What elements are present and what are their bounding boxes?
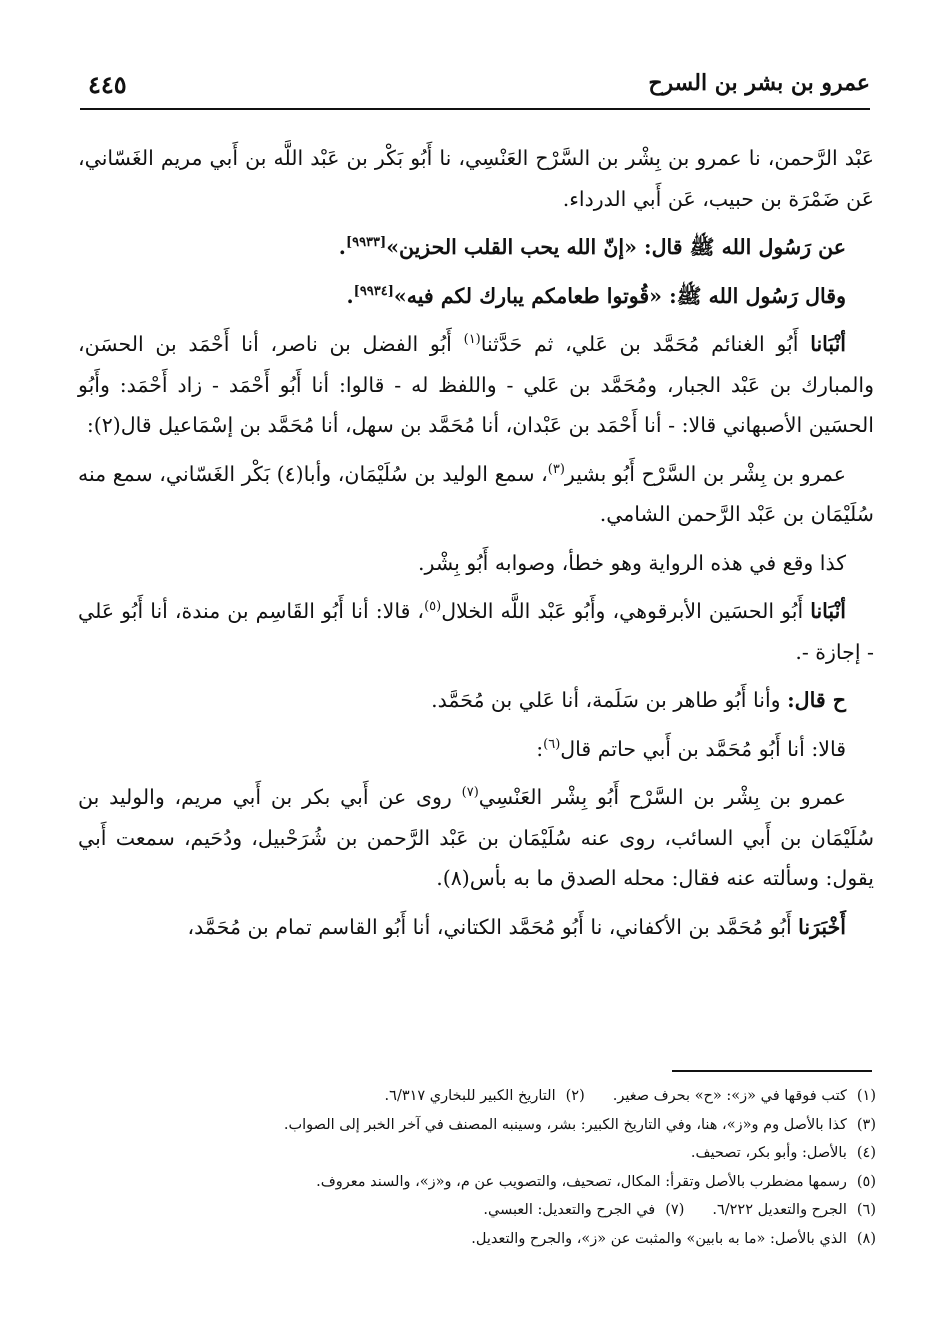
page-number: ٤٤٥ (88, 70, 127, 99)
paragraph (78, 729, 874, 770)
footnote-number: (١) (856, 1088, 876, 1104)
paragraph-lead: أَخْبَرَنا (798, 914, 846, 939)
footnotes (110, 1082, 876, 1253)
footnote-text: الجرح والتعديل ٦/٢٢٢. (712, 1202, 847, 1218)
running-title: عمرو بن بشر بن السرح (648, 70, 870, 96)
paragraph (78, 138, 874, 219)
main-text (78, 138, 874, 955)
paragraph-text: عمرو بن بِشْر بن السَّرْح أَبُو بشير (564, 461, 847, 486)
footnote-text: كذا بالأصل وم و«ز»، هنا، وفي التاريخ الكبير: بشر، وسينبه المصنف في آخر الخبر إلى الصواب. (283, 1116, 847, 1133)
paragraph (78, 777, 874, 899)
footnote-ref: (٣) (547, 461, 565, 477)
footnote (110, 1225, 876, 1254)
paragraph-lead: ح قال: (787, 688, 846, 712)
paragraph-text: عمرو بن بِشْر بن السَّرْح أَبُو بِشْر العَنْسِي (478, 785, 846, 809)
footnote (110, 1196, 876, 1225)
paragraph (78, 543, 874, 584)
paragraph-tail: أَبُو الفضل بن ناصر، أنا أَحْمَد بن الحسَن، والمبارك بن عَبْد الجبار، ومُحَمَّد بن عَلي - واللفظ له - قالوا: أنا أَبُو أَحْمَد - زاد أَحْمَد: وأَبُو الحسَين الأصبهاني قالا: - أنا أَحْمَد بن عَبْدان، أنا مُحَمَّد بن سهل، أنا مُحَمَّد بن إسْمَاعيل قال(٢): (78, 332, 874, 437)
footnote-ref: (٦) (543, 736, 561, 752)
footnote-number: (٤) (856, 1145, 876, 1161)
paragraph-tail: روى عن أَبي بكر بن أَبي مريم، والوليد بن سُلَيْمَان بن أَبي السائب، روى عنه سُلَيْمَان بن عَبْد الرَّحمن بن شُرَحْبيل، ودُحَيم، سمعت أَبي يقول: وسألته عنه فقال: محله الصدق ما به بأس(٨). (78, 785, 874, 890)
paragraph-text: كذا وقع في هذه الرواية وهو خطأ، وصوابه أَبُو بِشْر. (418, 550, 846, 575)
paragraph-tail: ، سمع الوليد بن سُلَيْمَان، وأبا(٤) بَكْر الغَسّاني، سمع منه سُلَيْمَان بن عَبْد الرَّحمن الشامي. (78, 461, 874, 526)
page-header (80, 66, 870, 110)
paragraph-text: أَبُو الغنائم مُحَمَّد بن عَلي، ثم حَدَّثنا (480, 332, 799, 356)
paragraph-tail: . (338, 235, 346, 259)
paragraph (78, 680, 874, 721)
footnote-number: (٥) (856, 1173, 876, 1190)
footnote-number: (٣) (856, 1116, 876, 1133)
footnote (110, 1139, 876, 1168)
footnote-text: الذي بالأصل: «ما به بابين» والمثبت عن «ز»، والجرح والتعديل. (471, 1230, 847, 1247)
footnote-ref: (١) (463, 332, 481, 348)
paragraph-text: وأنا أَبُو طاهر بن سَلَمة، أنا عَلي بن مُحَمَّد. (431, 688, 781, 712)
footnote (110, 1111, 876, 1140)
footnote (110, 1168, 876, 1197)
footnote-text: بالأصل: وأبو بكر، تصحيف. (690, 1145, 847, 1161)
paragraph (78, 454, 874, 535)
paragraph-lead: أنْبَانا (810, 599, 846, 623)
paragraph-tail: : (536, 736, 544, 761)
footnote-ref: (٧) (461, 785, 479, 801)
paragraph-text: أَبُو مُحَمَّد بن الأكفاني، نا أَبُو مُحَمَّد الكتاني، أنا أَبُو القاسم تمام بن مُحَمَّد، (187, 914, 792, 939)
paragraph (78, 324, 874, 446)
footnote-number: (٢) (565, 1088, 585, 1104)
paragraph (78, 907, 874, 948)
footnote-text: التاريخ الكبير للبخاري ٦/٣١٧. (384, 1088, 556, 1104)
footnote-ref: (٥) (424, 599, 442, 615)
footnote-number: (٦) (856, 1202, 876, 1218)
paragraph-lead: أنْبَانا (810, 332, 846, 356)
paragraph-tail: . (346, 283, 354, 308)
footnote-text: رسمها مضطرب بالأصل وتقرأ: المكال، تصحيف، والتصويب عن م، و«ز»، والسند معروف. (316, 1173, 847, 1190)
footnote-divider (672, 1070, 872, 1072)
footnote-number: (٧) (665, 1202, 685, 1218)
paragraph-text: وقال رَسُول الله ﷺ: «قُوتوا طعامكم يبارك لكم فيه» (393, 283, 846, 308)
footnote-text: في الجرح والتعديل: العبسي. (483, 1202, 656, 1218)
footnote-text: كتب فوقها في «ز»: «ح» بحرف صغير. (612, 1088, 847, 1104)
paragraph-text: عن رَسُول الله ﷺ قال: «إنّ الله يحب القلب الحزين» (386, 235, 846, 259)
paragraph-text: قالا: أنا أَبُو مُحَمَّد بن أَبي حاتم قال (560, 736, 846, 761)
paragraph-tail: ، قالا: أنا أَبُو القَاسِم بن مندة، أنا أَبُو عَلي - إجازة -. (78, 599, 874, 664)
hadith-paragraph (78, 276, 874, 317)
paragraph (78, 591, 874, 672)
footnote-number: (٨) (856, 1230, 876, 1247)
hadith-number: [٩٩٣٤] (353, 283, 394, 299)
paragraph-text: أَبُو الحسَين الأبرقوهي، وأَبُو عَبْد اللَّه الخلال (441, 599, 804, 623)
footnote (110, 1082, 876, 1111)
paragraph-text: عَبْد الرَّحمن، نا عمرو بن بِشْر بن السَّرْح العَنْسِي، نا أَبُو بَكْر بن عَبْد اللَّه بن أَبي مريم الغَسّاني، عَن ضَمْرَة بن حبيب، عَن أَبي الدرداء. (78, 146, 874, 211)
hadith-paragraph (78, 227, 874, 268)
hadith-number: [٩٩٣٣] (345, 235, 387, 251)
